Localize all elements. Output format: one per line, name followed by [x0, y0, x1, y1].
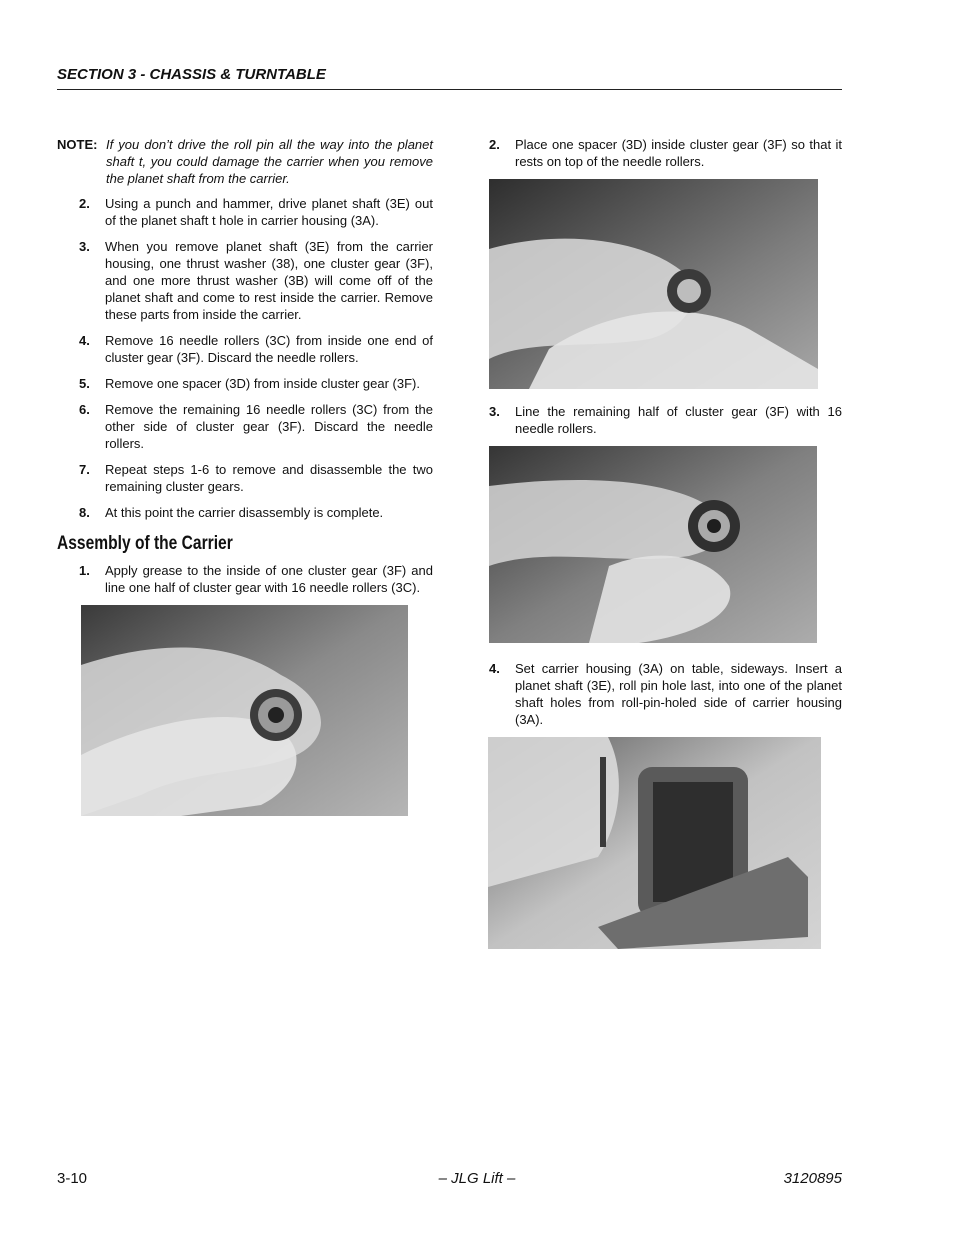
photo-placeholder — [489, 446, 817, 643]
left-column — [57, 136, 433, 816]
step-text: At this point the carrier disassembly is complete. — [105, 505, 384, 520]
step-number: 6. — [79, 402, 90, 417]
list-item — [57, 238, 433, 323]
photo-placeholder — [489, 179, 818, 389]
footer-brand: – JLG Lift – — [438, 1170, 516, 1187]
document-number: 3120895 — [783, 1170, 842, 1187]
list-item — [57, 332, 433, 366]
step-number: 2. — [79, 196, 90, 211]
list-item — [489, 660, 842, 728]
note-block — [57, 136, 433, 187]
assembly-heading: Assembly of the Carrier — [57, 533, 233, 554]
step-number: 8. — [79, 505, 90, 520]
note-text: If you don’t drive the roll pin all the way into the planet shaft t, you could damage the carrier when you remove the planet shaft from the carrier. — [106, 137, 433, 186]
step-number: 3. — [489, 404, 500, 419]
step-number: 4. — [489, 661, 500, 676]
photo-spacer-insert — [489, 179, 818, 389]
photo-placeholder — [488, 737, 821, 949]
step-number: 4. — [79, 333, 90, 348]
right-column — [489, 136, 842, 949]
list-item — [57, 461, 433, 495]
step-text: Repeat steps 1-6 to remove and disassemble the two remaining cluster gears. — [105, 462, 433, 494]
step-number: 2. — [489, 137, 500, 152]
note-label: NOTE: — [57, 137, 98, 152]
step-text: When you remove planet shaft (3E) from the carrier housing, one thrust washer (38), one cluster gear (3F), and one more thrust washer (3B) will come off of the planet shaft and come to rest inside the carrier. Remove these parts from inside the carrier. — [105, 239, 433, 322]
list-item — [57, 195, 433, 229]
step-text: Line the remaining half of cluster gear (3F) with 16 needle rollers. — [515, 404, 842, 436]
photo-grease-cluster-gear — [81, 605, 408, 816]
list-item — [489, 136, 842, 170]
step-text: Set carrier housing (3A) on table, sideways. Insert a planet shaft (3E), roll pin hole last, into one of the planet shaft holes from roll-pin-holed side of carrier housing (3A). — [515, 661, 842, 727]
step-text: Using a punch and hammer, drive planet shaft (3E) out of the planet shaft t hole in carrier housing (3A). — [105, 196, 433, 228]
header-divider — [57, 89, 842, 90]
step-number: 5. — [79, 376, 90, 391]
list-item — [57, 504, 433, 521]
photo-carrier-housing-shaft — [488, 737, 821, 949]
page-number: 3-10 — [57, 1170, 88, 1187]
section-title: SECTION 3 - CHASSIS & TURNTABLE — [57, 66, 326, 83]
list-item — [57, 562, 433, 596]
step-number: 7. — [79, 462, 90, 477]
photo-needle-rollers — [489, 446, 817, 643]
step-number: 3. — [79, 239, 90, 254]
step-text: Apply grease to the inside of one cluster gear (3F) and line one half of cluster gear with 16 needle rollers (3C). — [105, 563, 433, 595]
step-number: 1. — [79, 563, 90, 578]
list-item — [489, 403, 842, 437]
list-item — [57, 401, 433, 452]
step-text: Remove 16 needle rollers (3C) from inside one end of cluster gear (3F). Discard the needle rollers. — [105, 333, 433, 365]
list-item — [57, 375, 433, 392]
step-text: Remove one spacer (3D) from inside cluster gear (3F). — [105, 376, 421, 391]
step-text: Remove the remaining 16 needle rollers (3C) from the other side of cluster gear (3F). Discard the needle rollers. — [105, 402, 433, 451]
step-text: Place one spacer (3D) inside cluster gear (3F) so that it rests on top of the needle rollers. — [515, 137, 842, 169]
photo-placeholder — [81, 605, 408, 816]
